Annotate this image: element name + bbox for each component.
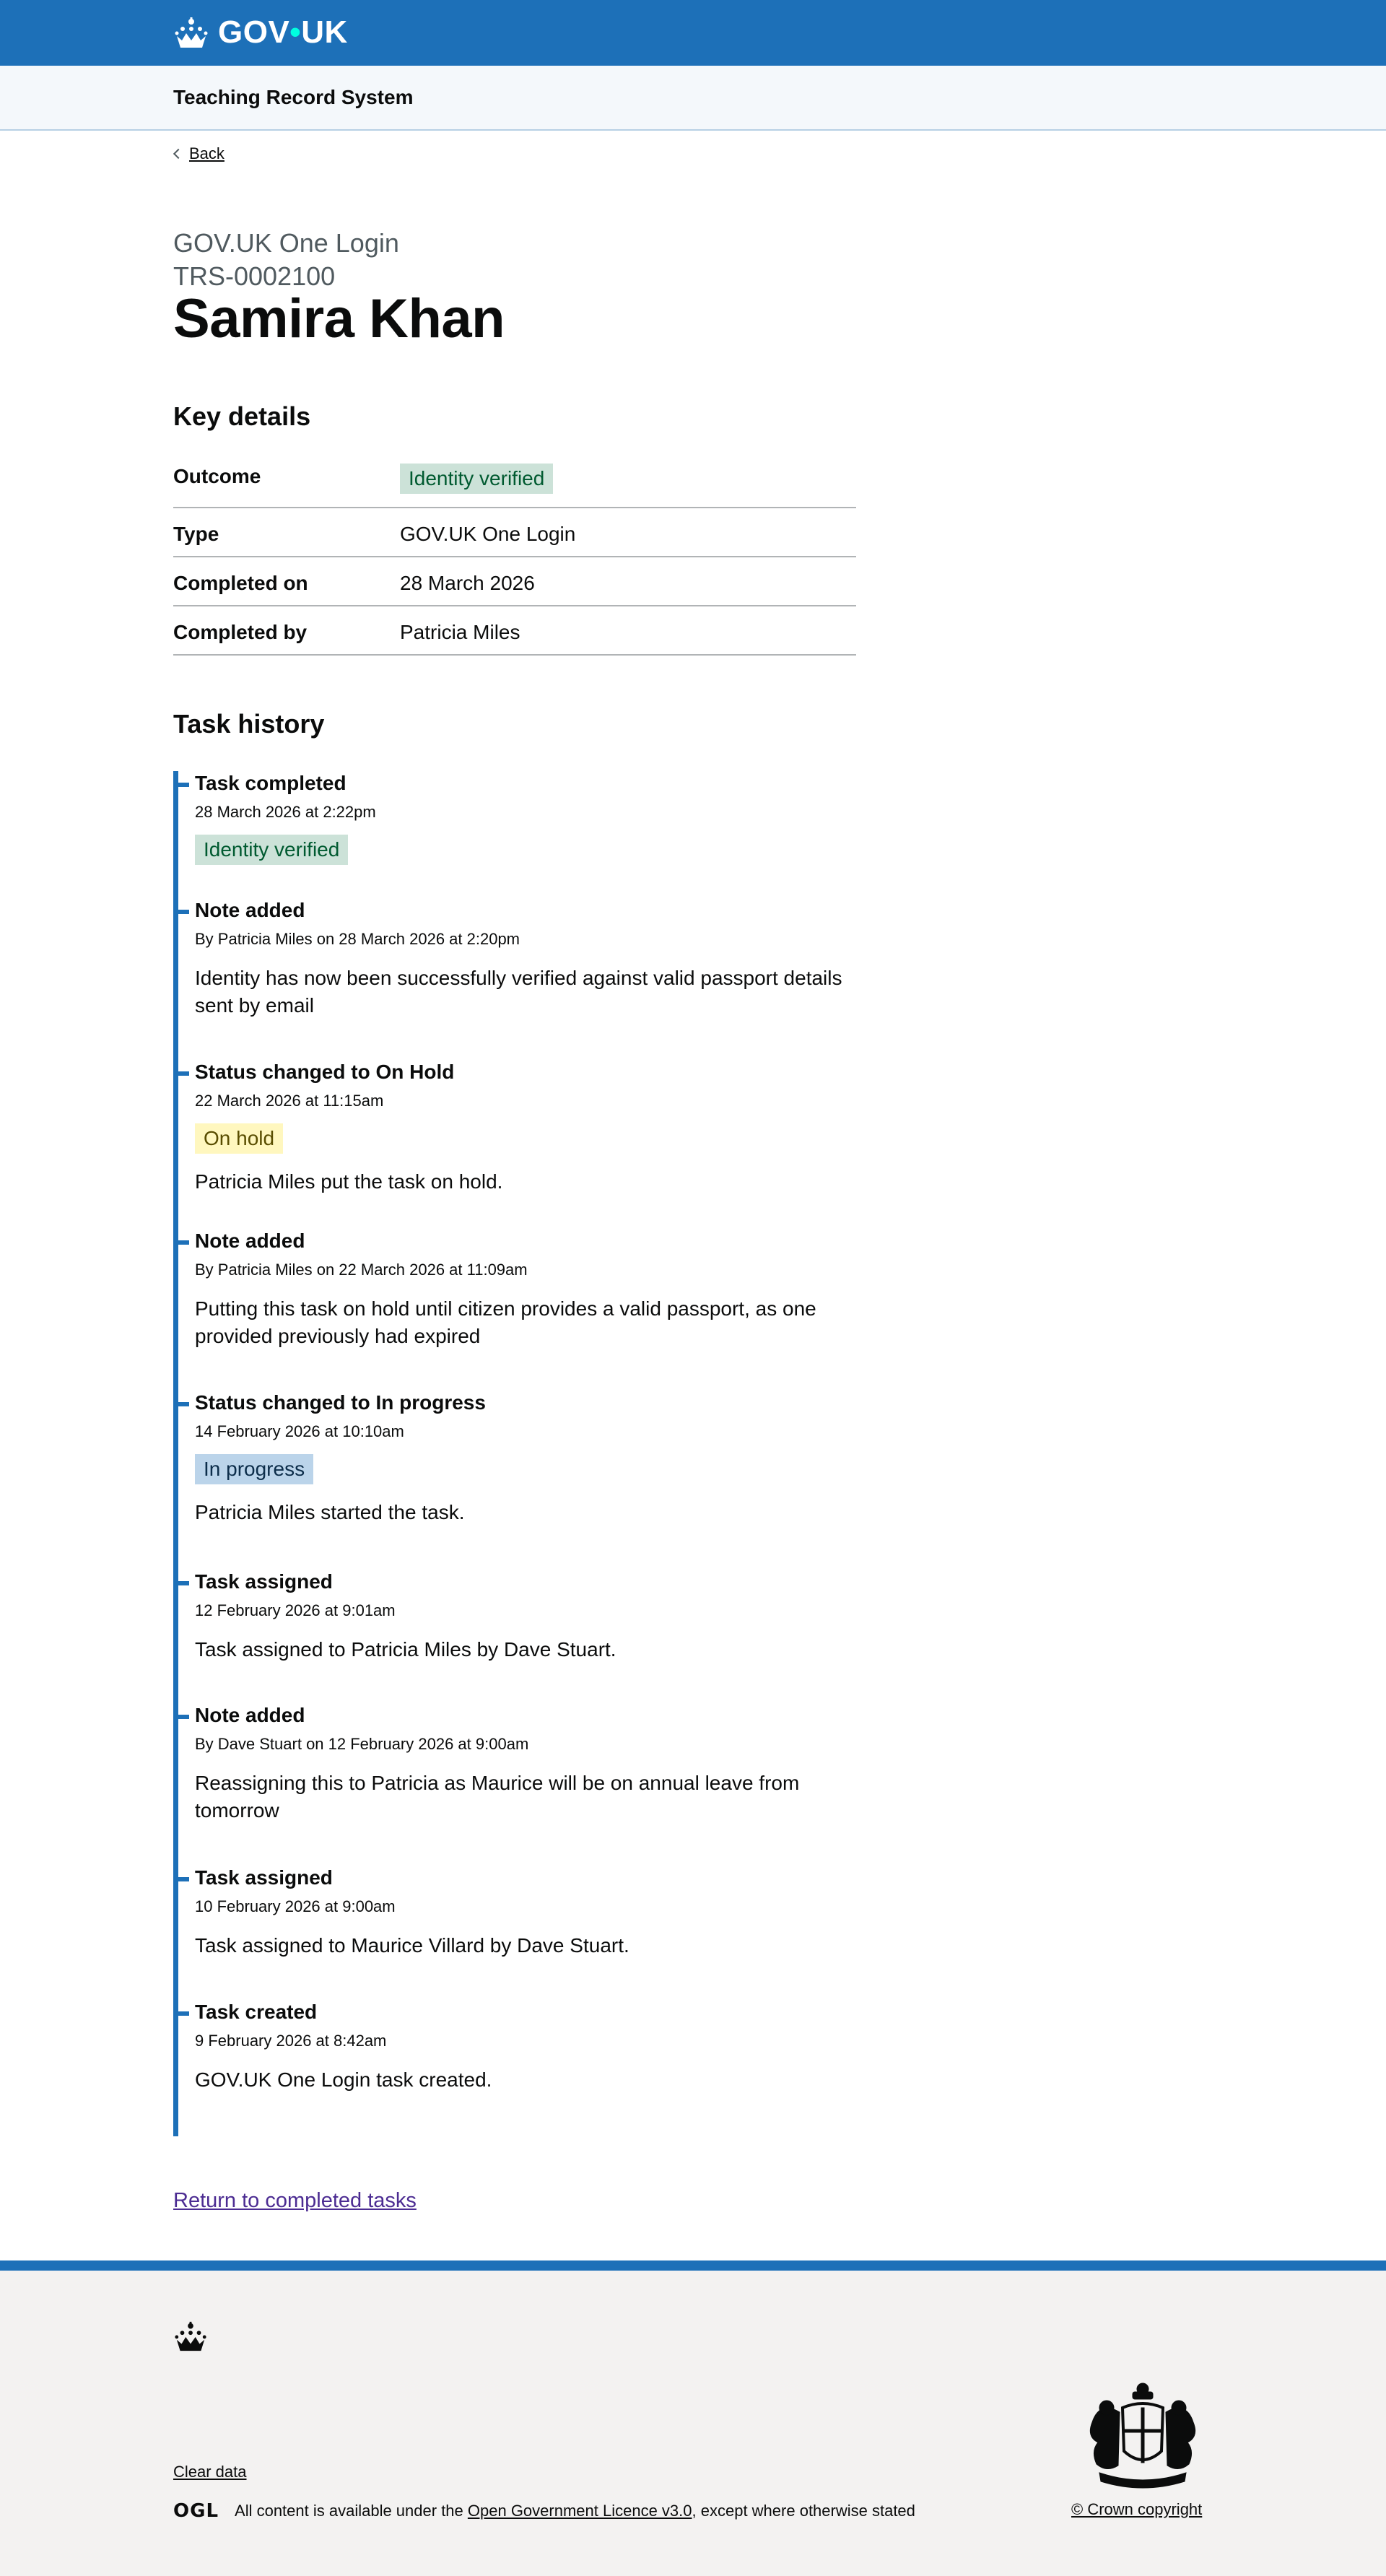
back-link-label: Back	[189, 144, 225, 162]
timeline-marker	[173, 1240, 189, 1245]
timeline-item	[195, 1229, 845, 1350]
licence-text-suffix: , except where otherwise stated	[692, 2502, 915, 2520]
crown-icon	[173, 16, 209, 49]
timeline-item-meta: By Patricia Miles on 28 March 2026 at 2:20pm	[195, 929, 520, 948]
timeline-bar	[173, 771, 178, 2136]
timeline-item	[195, 898, 845, 1019]
return-to-completed-tasks-link[interactable]: Return to completed tasks	[173, 2189, 417, 2212]
service-navigation	[0, 66, 1386, 131]
timeline-item-meta: 14 February 2026 at 10:10am	[195, 1422, 404, 1440]
status-tag: Identity verified	[195, 835, 348, 865]
timeline-marker	[173, 1402, 189, 1406]
task-history-heading: Task history	[173, 709, 325, 739]
timeline-marker	[173, 1877, 189, 1881]
timeline-item	[195, 1703, 845, 1824]
timeline-item-meta: 9 February 2026 at 8:42am	[195, 2031, 387, 2050]
timeline-item-description: Putting this task on hold until citizen provides a valid passport, as one provided previously had expired	[195, 1297, 816, 1347]
timeline-item	[195, 1060, 845, 1196]
timeline-marker	[173, 1581, 189, 1585]
timeline-item-meta: By Patricia Miles on 22 March 2026 at 11:09am	[195, 1260, 528, 1279]
crown-copyright-link[interactable]: © Crown copyright	[1071, 2500, 1203, 2518]
timeline-item-title: Status changed to On Hold	[195, 1061, 455, 1083]
timeline-item-title: Task completed	[195, 772, 346, 794]
back-link[interactable]	[173, 144, 225, 163]
logo-text: GOV•UK	[218, 14, 348, 50]
summary-key: Completed by	[173, 621, 308, 643]
timeline-item-title: Task assigned	[195, 1570, 333, 1593]
timeline-item-title: Task assigned	[195, 1866, 333, 1889]
status-tag: On hold	[195, 1123, 283, 1154]
govuk-logo-link[interactable]	[173, 13, 348, 52]
timeline-item-title: Note added	[195, 899, 305, 921]
chevron-left-icon	[173, 149, 183, 159]
timeline-item	[195, 1570, 845, 1663]
licence-text-prefix: All content is available under the	[235, 2502, 468, 2520]
timeline-item-meta: 28 March 2026 at 2:22pm	[195, 802, 376, 821]
timeline-marker	[173, 783, 189, 787]
summary-value: Patricia Miles	[400, 621, 520, 643]
open-government-licence-link[interactable]: Open Government Licence v3.0	[467, 2502, 692, 2520]
timeline-item	[195, 771, 845, 865]
summary-value: GOV.UK One Login	[400, 523, 576, 545]
timeline-item-title: Status changed to In progress	[195, 1391, 486, 1414]
ogl-logo-icon: OGL	[173, 2500, 219, 2522]
timeline-item-description: Identity has now been successfully verified against valid passport details sent by email	[195, 966, 842, 1017]
timeline-item-meta: 12 February 2026 at 9:01am	[195, 1601, 396, 1619]
clear-data-link[interactable]: Clear data	[173, 2463, 247, 2481]
key-details-summary	[173, 443, 856, 656]
summary-row-completed-by	[173, 606, 856, 656]
timeline-item-meta: 22 March 2026 at 11:15am	[195, 1091, 384, 1110]
timeline-item-title: Task created	[195, 2001, 318, 2023]
timeline-item-description: Reassigning this to Patricia as Maurice will be on annual leave from tomorrow	[195, 1771, 800, 1822]
crown-icon	[173, 2320, 208, 2353]
timeline-item	[195, 1391, 845, 1526]
timeline-item-meta: By Dave Stuart on 12 February 2026 at 9:00am	[195, 1734, 529, 1753]
summary-row-type	[173, 508, 856, 557]
timeline-item-meta: 10 February 2026 at 9:00am	[195, 1897, 396, 1915]
summary-key: Completed on	[173, 572, 308, 594]
timeline-item-description: Task assigned to Patricia Miles by Dave Stuart.	[195, 1637, 616, 1661]
timeline-item-title: Note added	[195, 1230, 305, 1252]
timeline-item-description: Patricia Miles started the task.	[195, 1500, 465, 1523]
summary-key: Outcome	[173, 465, 261, 487]
task-history-timeline	[173, 771, 856, 2136]
caption-task-type: GOV.UK One Login	[173, 228, 399, 258]
status-tag: In progress	[195, 1454, 313, 1484]
status-tag: Identity verified	[400, 464, 553, 494]
timeline-item	[195, 2000, 845, 2094]
summary-row-outcome	[173, 443, 856, 508]
govuk-header	[0, 0, 1386, 66]
service-name[interactable]: Teaching Record System	[173, 86, 414, 108]
timeline-item-description: Patricia Miles put the task on hold.	[195, 1170, 503, 1193]
timeline-item-description: GOV.UK One Login task created.	[195, 2068, 492, 2091]
timeline-item-title: Note added	[195, 1704, 305, 1726]
timeline-marker	[173, 2011, 189, 2016]
timeline-marker	[173, 1715, 189, 1719]
timeline-item	[195, 1866, 845, 1959]
key-details-heading: Key details	[173, 401, 311, 431]
timeline-marker	[173, 1071, 189, 1076]
summary-value: 28 March 2026	[400, 572, 535, 594]
summary-key: Type	[173, 523, 219, 545]
caption-task-id: TRS-0002100	[173, 261, 336, 291]
summary-row-completed-on	[173, 557, 856, 606]
timeline-marker	[173, 910, 189, 914]
royal-coat-of-arms-icon	[1078, 2379, 1208, 2494]
govuk-footer	[0, 2260, 1386, 2576]
page-title: Samira Khan	[173, 288, 505, 349]
timeline-item-description: Task assigned to Maurice Villard by Dave Stuart.	[195, 1933, 629, 1957]
licence-notice	[173, 2500, 915, 2522]
